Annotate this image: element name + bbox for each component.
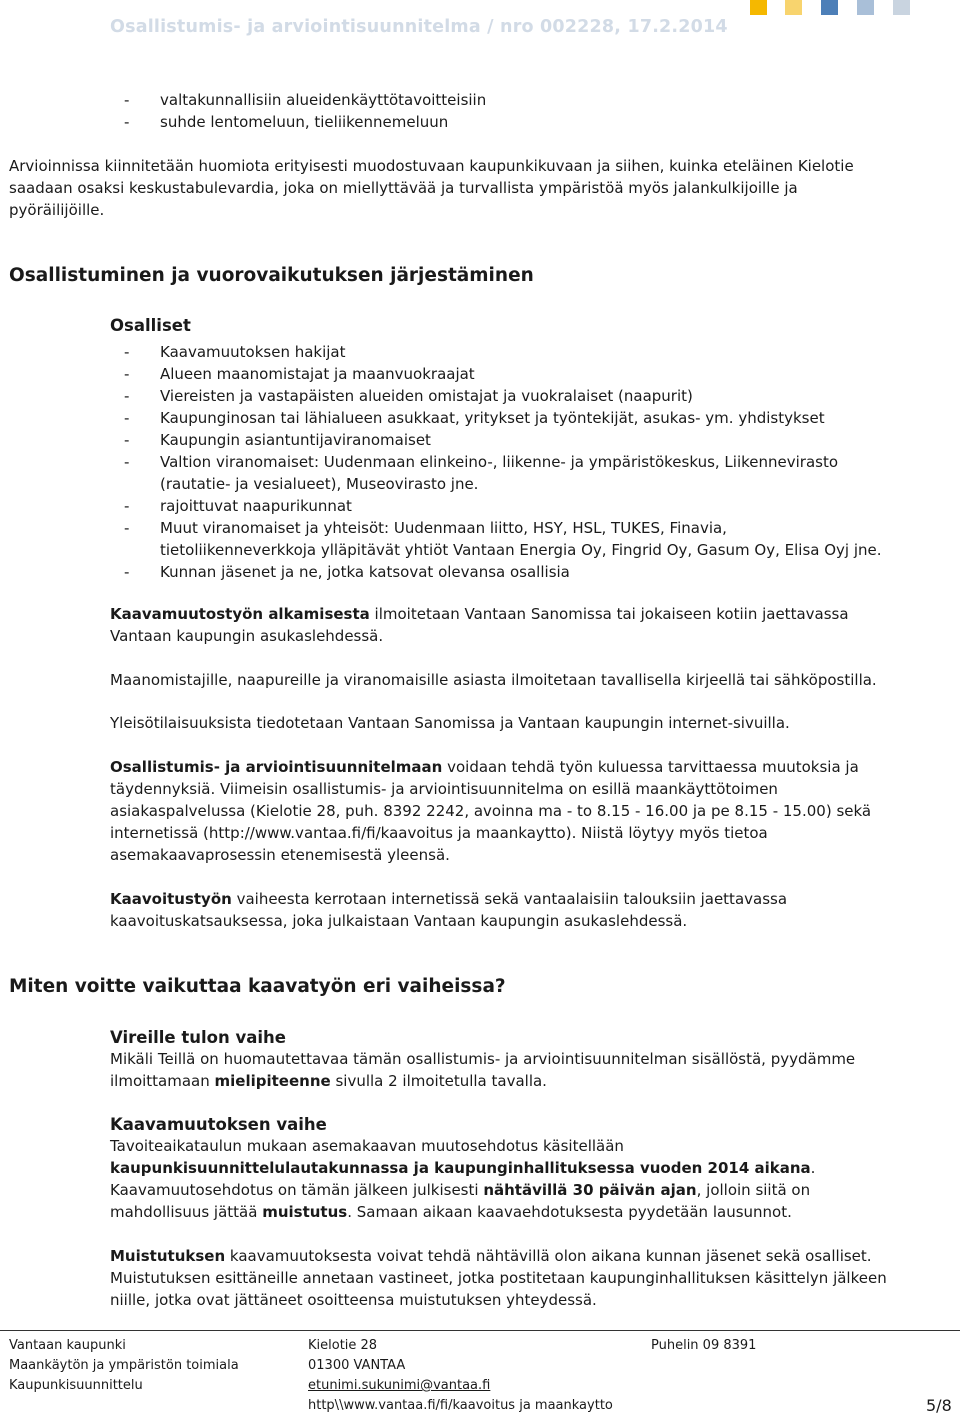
paragraph-line: asemakaavaprosessin etenemisestä yleensä. [110,846,450,864]
paragraph-line: ilmoittamaan mielipiteenne sivulla 2 ilmoitetulla tavalla. [110,1072,547,1090]
page-footer [0,1330,960,1416]
brand-square [785,0,802,15]
brand-square [821,0,838,15]
brand-square [893,0,910,15]
paragraph-line: Mikäli Teillä on huomautettavaa tämän osallistumis- ja arviointisuunnitelman sisällöstä, pyydämme [110,1050,856,1068]
paragraph-line: täydennyksiä. Viimeisin osallistumis- ja arviointisuunnitelma on esillä maankäyttötoimen [110,780,778,798]
intro-paragraph-line: Arvioinnissa kiinnitetään huomiota erityisesti muodostuvaan kaupunkikuvaan ja siihen, kuinka eteläinen Kielotie [9,157,854,175]
paragraph-line: Kaavamuutosehdotus on tämän jälkeen julkisesti nähtävillä 30 päivän ajan, jolloin siitä on [110,1181,811,1199]
paragraph-line: niille, jotka ovat jättäneet osoitteensa muistutuksen yhteydessä. [110,1291,597,1309]
paragraph-oas: Osallistumis- ja arviointisuunnitelmaan voidaan tehdä työn kuluessa tarvittaessa muutoksia ja [110,758,859,776]
paragraph-maanomistajille: Maanomistajille, naapureille ja viranomaisille asiasta ilmoitetaan tavallisella kirjeellä tai sähköpostilla. [110,671,877,689]
paragraph-line: kaavoituskatsauksessa, joka julkaistaan Vantaan kaupungin asukaslehdessä. [110,912,688,930]
subheading-osalliset: Osalliset [110,316,191,335]
paragraph-line: mahdollisuus jättää muistutus. Samaan aikaan kaavaehdotuksesta pyydetään lausunnot. [110,1203,792,1221]
footer-org: Vantaan kaupunki [9,1338,126,1353]
paragraph-line: Muistutuksen esittäneille annetaan vastineet, jotka postitetaan kaupunginhallituksen käsittelyn jälkeen [110,1269,887,1287]
subheading-vireille-tulon-vaihe: Vireille tulon vaihe [110,1028,286,1047]
brand-square [857,0,874,15]
footer-url: http\\www.vantaa.fi/fi/kaavoitus ja maankaytto [308,1398,613,1413]
footer-email-link[interactable]: etunimi.sukunimi@vantaa.fi [308,1378,491,1393]
paragraph-line: kaupunkisuunnittelulautakunnassa ja kaupunginhallituksessa vuoden 2014 aikana. [110,1159,816,1177]
intro-paragraph-line: pyöräilijöille. [9,201,105,219]
section-heading: Osallistuminen ja vuorovaikutuksen järjestäminen [9,265,534,286]
page-number: 5/8 [926,1396,952,1415]
footer-unit: Kaupunkisuunnittelu [9,1378,143,1393]
paragraph-line: asiakaspalvelussa (Kielotie 28, puh. 8392 2242, avoinna ma - to 8.15 - 16.00 ja pe 8.15 - 15.00) sekä [110,802,872,820]
paragraph-line: Vantaan kaupungin asukaslehdessä. [110,627,384,645]
paragraph-kaavamuutostyo: Kaavamuutostyön alkamisesta ilmoitetaan Vantaan Sanomissa tai jokaiseen kotiin jaettavassa [110,605,849,623]
footer-department: Maankäytön ja ympäristön toimiala [9,1358,239,1373]
footer-phone: Puhelin 09 8391 [651,1338,757,1353]
footer-postal: 01300 VANTAA [308,1358,406,1373]
paragraph-line: Tavoiteaikataulun mukaan asemakaavan muutosehdotus käsitellään [110,1137,624,1155]
brand-square [750,0,767,15]
paragraph-muistutus: Muistutuksen kaavamuutoksesta voivat tehdä nähtävillä olon aikana kunnan jäsenet sekä osalliset. [110,1247,872,1265]
footer-divider [0,1330,960,1331]
paragraph-line: internetissä (http://www.vantaa.fi/fi/kaavoitus ja maankaytto). Niistä löytyy myös tietoa [110,824,768,842]
subheading-kaavamuutoksen-vaihe: Kaavamuutoksen vaihe [110,1115,327,1134]
paragraph-kaavoitustyo: Kaavoitustyön vaiheesta kerrotaan internetissä sekä vantaalaisiin talouksiin jaettavassa [110,890,788,908]
footer-street: Kielotie 28 [308,1338,378,1353]
document-header-title: Osallistumis- ja arviointisuunnitelma / nro 002228, 17.2.2014 [110,17,728,37]
section-heading: Miten voitte vaikuttaa kaavatyön eri vaiheissa? [9,976,506,997]
intro-paragraph-line: saadaan osaksi keskustabulevardia, joka on miellyttävää ja turvallista ympäristöä myös jalankulkijoille ja [9,179,798,197]
paragraph-yleisotilaisuudet: Yleisötilaisuuksista tiedotetaan Vantaan Sanomissa ja Vantaan kaupungin internet-sivuilla. [110,714,790,732]
